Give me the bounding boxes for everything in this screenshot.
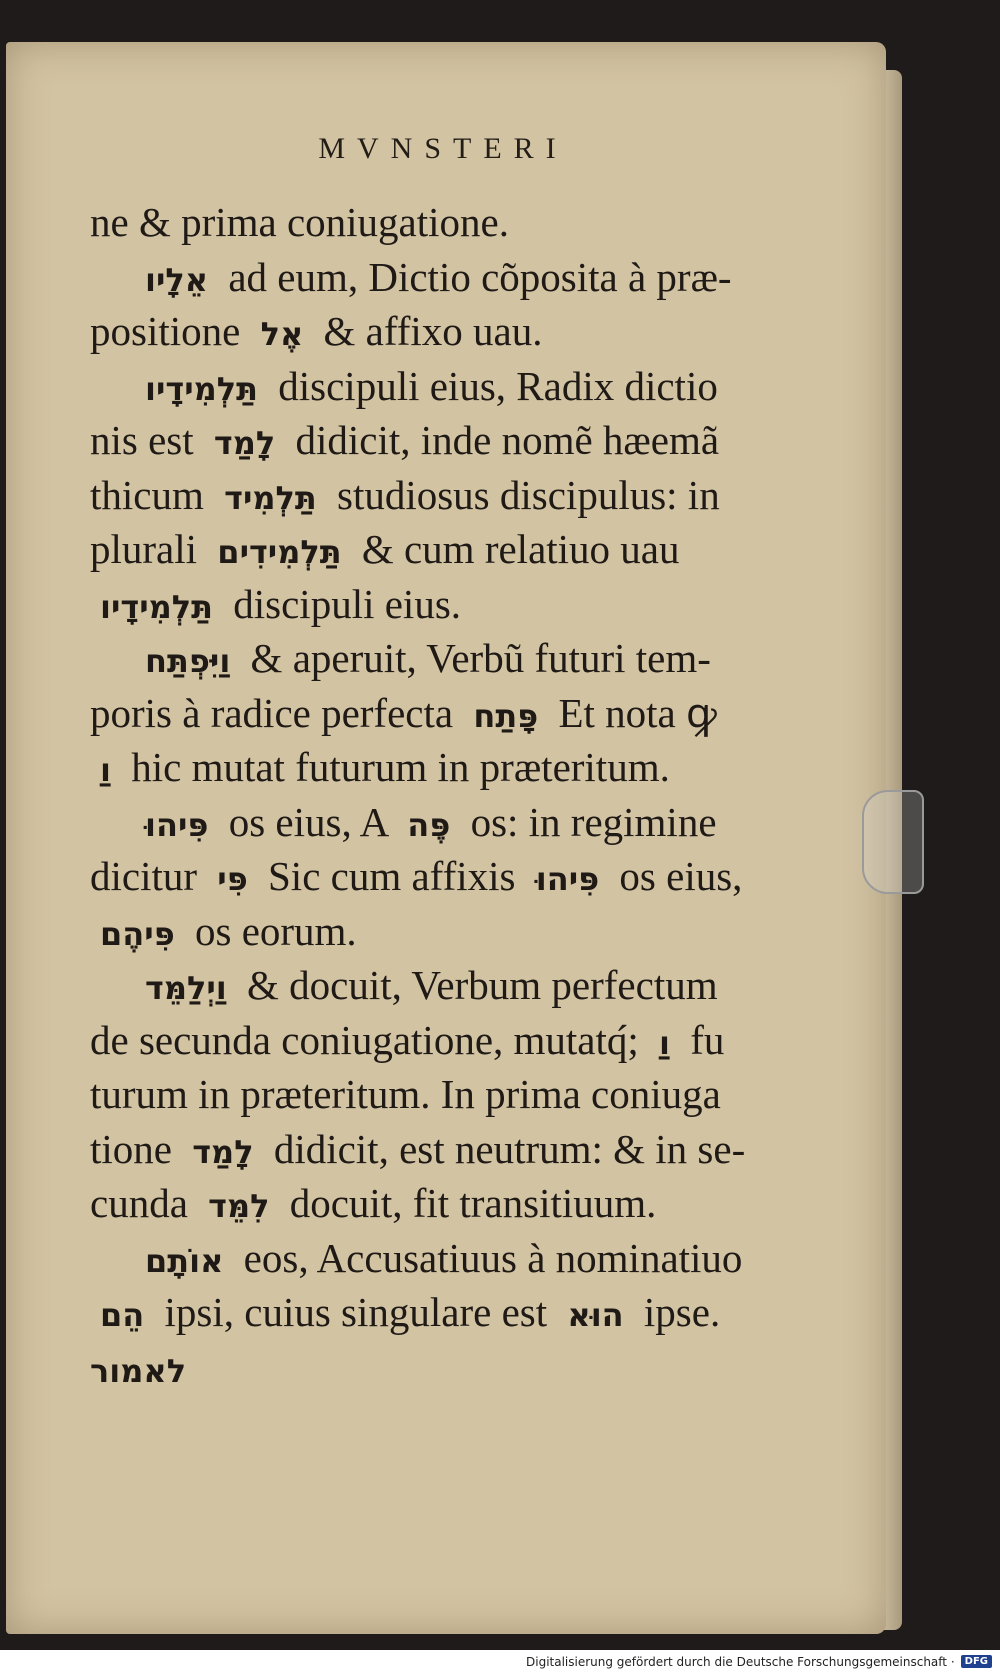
latin-text: & aperuit, Verbũ futuri tem- — [250, 635, 711, 681]
latin-text: & cum relatiuo uau — [361, 526, 680, 572]
hebrew-word: פִּיהֶם — [100, 914, 175, 953]
latin-text: tione — [90, 1125, 172, 1172]
text-line — [90, 359, 860, 414]
hebrew-word: פִּיהוּ — [145, 805, 209, 844]
digitization-footer — [0, 1650, 1000, 1673]
hebrew-word: וַיְלַמֵּד — [145, 969, 227, 1007]
running-head: MVNSTERI — [318, 132, 568, 165]
hebrew-word: וַ — [100, 751, 111, 789]
hebrew-word: פִּיהוּ — [535, 860, 600, 898]
hebrew-word: תַּלְמִידָיו — [100, 587, 214, 626]
hebrew-word: וַיִּפְתַּח — [145, 642, 231, 680]
text-line — [90, 522, 860, 577]
latin-text: studiosus discipulus: in — [336, 471, 720, 518]
latin-text: os eorum. — [194, 907, 357, 954]
hebrew-word: תַּלְמִידָיו — [145, 369, 259, 408]
hebrew-word: לָמַד — [213, 424, 276, 462]
hebrew-word: פִּי — [217, 860, 248, 898]
hebrew-word: פָּתַח — [473, 696, 539, 735]
text-line — [90, 1285, 860, 1340]
footer-separator: · — [947, 1654, 955, 1669]
hebrew-word: וַ — [659, 1023, 671, 1062]
text-line — [90, 250, 860, 305]
latin-text: fu — [690, 1016, 725, 1063]
latin-text: ipse. — [643, 1289, 721, 1335]
latin-text: os eius, — [619, 853, 743, 899]
latin-text: cunda — [90, 1180, 188, 1226]
latin-text: os eius, A — [228, 798, 388, 845]
latin-text: didicit, inde nomẽ hæemã — [295, 417, 720, 463]
text-line — [90, 795, 860, 850]
hebrew-word: לָמַד — [192, 1132, 254, 1171]
text-line — [90, 413, 860, 468]
body-text — [90, 195, 860, 1340]
latin-text: positione — [90, 308, 241, 354]
text-line — [90, 686, 860, 741]
hebrew-word: תַּלְמִידִים — [217, 533, 342, 571]
text-line — [90, 1122, 860, 1177]
hebrew-word: אֵלָיו — [145, 260, 209, 299]
latin-text: hic mutat futurum in præteritum. — [131, 744, 670, 790]
latin-text: docuit, fit transitiuum. — [289, 1180, 657, 1226]
latin-text: de secunda coniugatione, mutatq́; — [90, 1016, 639, 1063]
latin-text: & affixo uau. — [323, 308, 543, 354]
latin-text: os: in regimine — [470, 798, 717, 845]
text-line — [90, 304, 860, 359]
footer-credit: Digitalisierung gefördert durch die Deutsche Forschungsgemeinschaft — [526, 1654, 948, 1669]
text-line — [90, 904, 860, 959]
text-line — [90, 849, 860, 904]
latin-text: nis est — [90, 417, 194, 463]
page-clip — [862, 790, 924, 894]
latin-text: discipuli eius. — [233, 580, 462, 627]
latin-text: ad eum, Dictio cõposita à præ- — [228, 253, 732, 300]
dfg-logo: DFG — [961, 1655, 992, 1668]
latin-text: dicitur — [90, 853, 198, 899]
latin-text: ipsi, cuius singulare est — [164, 1289, 548, 1335]
text-line — [90, 1176, 860, 1231]
text-line — [90, 740, 860, 795]
hebrew-word: הֵם — [100, 1296, 145, 1334]
text-line — [90, 577, 860, 632]
latin-text: discipuli eius, Radix dictio — [278, 362, 718, 409]
latin-text: & docuit, Verbum perfectum — [246, 962, 718, 1008]
text-line — [90, 468, 860, 523]
latin-text: poris à radice perfecta — [90, 689, 454, 736]
text-line — [90, 1231, 860, 1286]
text-line — [90, 195, 860, 250]
hebrew-word: הוּא — [567, 1296, 624, 1334]
catchword: לאמור — [90, 1352, 187, 1390]
latin-text: Sic cum affixis — [268, 853, 516, 899]
text-line — [90, 958, 860, 1013]
hebrew-word: אוֹתָם — [145, 1241, 224, 1280]
latin-text: plurali — [90, 526, 198, 572]
text-line — [90, 1067, 860, 1122]
text-line — [90, 631, 860, 686]
hebrew-word: אֶל — [260, 315, 304, 353]
latin-text: Et nota ꝙ — [558, 689, 717, 736]
hebrew-word: לִמֵּד — [208, 1187, 270, 1225]
latin-text: ne & prima coniugatione. — [90, 199, 509, 245]
latin-text: eos, Accusatiuus à nominatiuo — [243, 1234, 743, 1281]
latin-text: didicit, est neutrum: & in se- — [273, 1125, 746, 1172]
text-line — [90, 1013, 860, 1068]
latin-text: turum in præteritum. In prima coniuga — [90, 1071, 721, 1117]
hebrew-word: פֶּה — [407, 805, 451, 844]
latin-text: thicum — [90, 471, 204, 518]
hebrew-word: תַּלְמִיד — [224, 478, 317, 517]
